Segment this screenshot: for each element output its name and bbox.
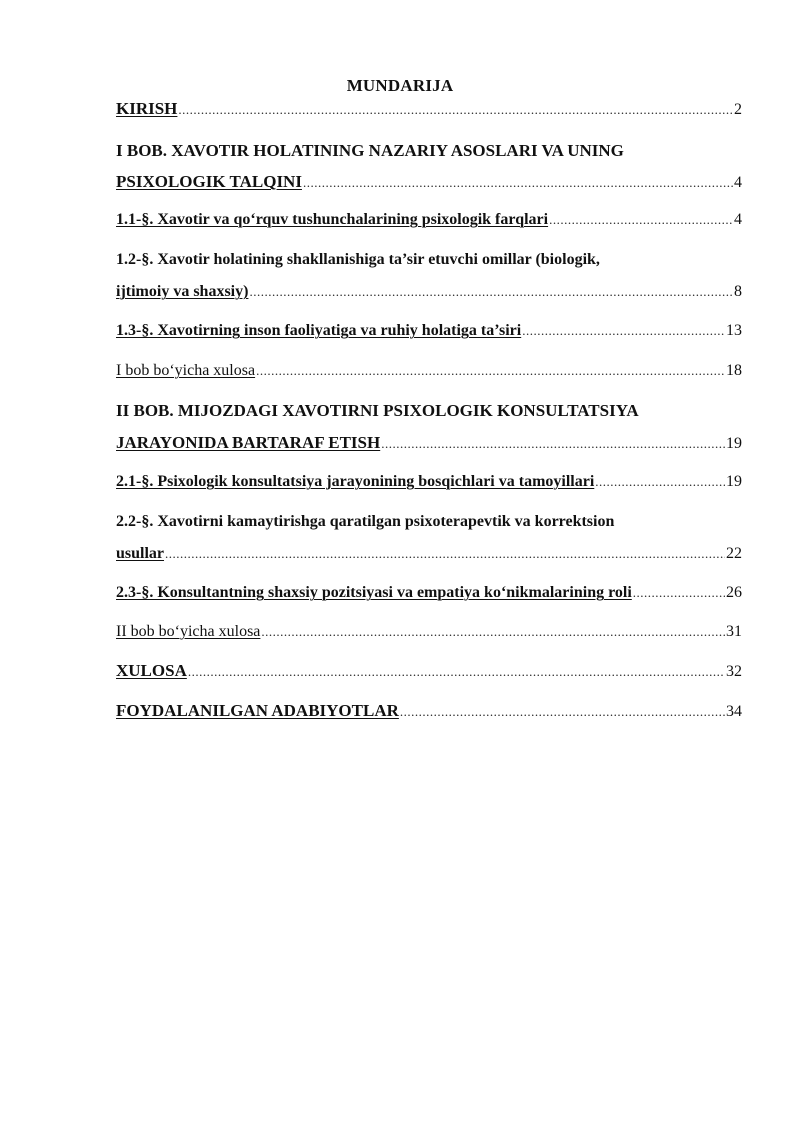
toc-entry-kirish[interactable] bbox=[116, 99, 742, 120]
dot-leader bbox=[522, 321, 725, 341]
toc-entry-text: 1.3-§. Xavotirning inson faoliyatiga va ruhiy holatiga ta’siri bbox=[116, 322, 522, 339]
dot-leader bbox=[549, 210, 733, 230]
toc-entry-text: II BOB. MIJOZDAGI XAVOTIRNI PSIXOLOGIK KONSULTATSIYA bbox=[116, 401, 639, 420]
toc-entry-text: I bob bo‘yicha xulosa bbox=[116, 362, 256, 379]
toc-entry-bob2-heading[interactable] bbox=[116, 401, 742, 421]
toc-page-number: 22 bbox=[726, 545, 742, 562]
toc-entry-text: usullar bbox=[116, 545, 165, 562]
dot-leader bbox=[249, 282, 733, 302]
toc-entry-text: 1.2-§. Xavotir holatining shakllanishiga ta’sir etuvchi omillar (biologik, bbox=[116, 251, 600, 268]
toc-page-number: 34 bbox=[726, 703, 742, 720]
toc-entry-text: PSIXOLOGIK TALQINI bbox=[116, 172, 302, 191]
toc-entry-bob1-conclusion[interactable] bbox=[116, 361, 742, 381]
toc-entry-text: I BOB. XAVOTIR HOLATINING NAZARIY ASOSLARI VA UNING bbox=[116, 141, 624, 160]
toc-entry-adabiyotlar[interactable] bbox=[116, 701, 742, 722]
dot-leader bbox=[256, 361, 725, 381]
toc-entry-bob2-heading-cont[interactable] bbox=[116, 433, 742, 454]
toc-page-number: 13 bbox=[726, 322, 742, 339]
toc-entry-section-1-2-cont[interactable] bbox=[116, 282, 742, 302]
toc-entry-text: JARAYONIDA BARTARAF ETISH bbox=[116, 433, 381, 452]
toc-entry-text: 2.2-§. Xavotirni kamaytirishga qaratilgan psixoterapevtik va korrektsion bbox=[116, 513, 615, 530]
toc-page-number: 26 bbox=[726, 584, 742, 601]
toc-entry-section-1-3[interactable] bbox=[116, 321, 742, 341]
toc-page-number: 19 bbox=[726, 473, 742, 490]
dot-leader bbox=[303, 173, 733, 193]
toc-entry-text: 2.3-§. Konsultantning shaxsiy pozitsiyasi va empatiya ko‘nikmalarining roli bbox=[116, 584, 632, 601]
toc-entry-bob1-heading[interactable] bbox=[116, 141, 742, 161]
toc-entry-section-1-1[interactable] bbox=[116, 210, 742, 230]
toc-entry-xulosa[interactable] bbox=[116, 661, 742, 682]
toc-page-number: 2 bbox=[734, 101, 742, 118]
toc-page-number: 19 bbox=[726, 435, 742, 452]
toc-entry-section-2-3[interactable] bbox=[116, 583, 742, 603]
toc-entry-text: ijtimoiy va shaxsiy) bbox=[116, 283, 249, 300]
toc-page-number: 8 bbox=[734, 283, 742, 300]
dot-leader bbox=[400, 702, 725, 722]
toc-page-number: 18 bbox=[726, 362, 742, 379]
toc-entry-text: XULOSA bbox=[116, 661, 187, 680]
toc-entry-text: 2.1-§. Psixologik konsultatsiya jarayonining bosqichlari va tamoyillari bbox=[116, 473, 595, 490]
toc-entry-section-2-2[interactable] bbox=[116, 512, 742, 532]
page-title: MUNDARIJA bbox=[346, 76, 454, 95]
toc-entry-section-2-2-cont[interactable] bbox=[116, 544, 742, 564]
dot-leader bbox=[165, 544, 725, 564]
dot-leader bbox=[381, 434, 725, 454]
toc-entry-text: II bob bo‘yicha xulosa bbox=[116, 623, 261, 640]
toc-page-number: 32 bbox=[726, 663, 742, 680]
dot-leader bbox=[595, 472, 725, 492]
toc-page-number: 4 bbox=[734, 174, 742, 191]
dot-leader bbox=[633, 583, 725, 603]
toc-page-number: 4 bbox=[734, 211, 742, 228]
toc-entry-section-2-1[interactable] bbox=[116, 472, 742, 492]
toc-page-number: 31 bbox=[726, 623, 742, 640]
toc-entry-text: FOYDALANILGAN ADABIYOTLAR bbox=[116, 701, 399, 720]
toc-entry-bob1-heading-cont[interactable] bbox=[116, 172, 742, 193]
dot-leader bbox=[178, 100, 733, 120]
toc-entry-text: KIRISH bbox=[116, 99, 178, 118]
toc-entry-bob2-conclusion[interactable] bbox=[116, 622, 742, 642]
dot-leader bbox=[188, 662, 725, 682]
toc-entry-text: 1.1-§. Xavotir va qo‘rquv tushunchalarining psixologik farqlari bbox=[116, 211, 549, 228]
dot-leader bbox=[261, 622, 725, 642]
toc-entry-section-1-2[interactable] bbox=[116, 250, 742, 270]
